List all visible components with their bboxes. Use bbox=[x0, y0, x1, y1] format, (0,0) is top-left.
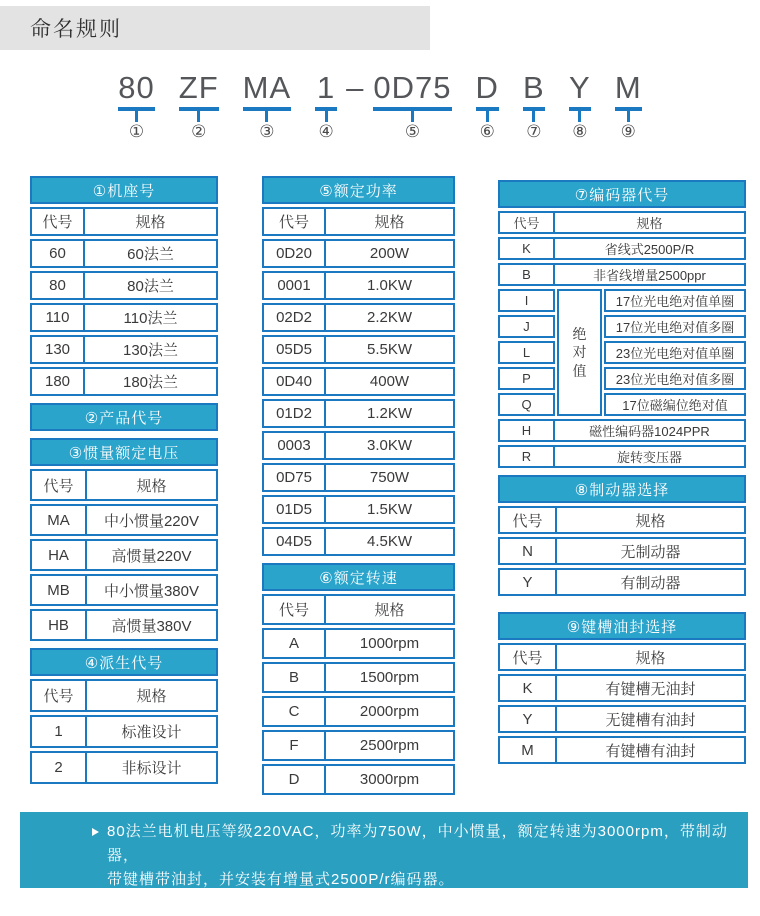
model-segment-text: – bbox=[346, 70, 365, 105]
cell-spec: 80法兰 bbox=[127, 278, 174, 295]
model-segment-text: 80 bbox=[118, 70, 155, 105]
cell-spec: 5.5KW bbox=[366, 341, 412, 358]
segment-tick-line bbox=[578, 111, 581, 122]
header-cell-spec: 规格 bbox=[635, 512, 666, 530]
cell-code: H bbox=[500, 421, 555, 440]
table-row bbox=[262, 303, 455, 332]
group-label-char: 绝 bbox=[572, 326, 587, 343]
cell-code: L bbox=[498, 341, 555, 364]
model-segment bbox=[567, 72, 593, 140]
header-cell-code: 代号 bbox=[32, 471, 87, 499]
cell-code: F bbox=[264, 732, 326, 759]
cell-spec: 无键槽有油封 bbox=[605, 711, 696, 729]
segment-number-badge: ⑦ bbox=[526, 121, 542, 141]
table-⑦编码器代号 bbox=[498, 180, 746, 468]
cell-code: J bbox=[498, 315, 555, 338]
header-cell-spec: 规格 bbox=[374, 602, 405, 619]
table-row bbox=[498, 237, 746, 260]
arrowhead-bullet-icon bbox=[92, 900, 99, 908]
table-row bbox=[498, 263, 746, 286]
notes-box bbox=[20, 812, 748, 912]
segment-number-badge: ⑨ bbox=[620, 121, 636, 141]
segment-tick-line bbox=[532, 111, 535, 122]
table-header-row bbox=[30, 469, 218, 501]
table-row bbox=[30, 504, 218, 536]
segment-tick-line bbox=[135, 111, 138, 122]
table-row bbox=[262, 431, 455, 460]
note-text bbox=[107, 820, 728, 892]
table-header-row bbox=[262, 207, 455, 236]
header-cell-spec: 规格 bbox=[636, 216, 663, 231]
group-label-char: 对 bbox=[572, 344, 587, 361]
cell-spec: 有制动器 bbox=[620, 574, 681, 592]
table-row bbox=[262, 628, 455, 659]
cell-spec: 23位光电绝对值单圈 bbox=[604, 341, 746, 364]
cell-spec: 高惯量380V bbox=[111, 617, 192, 635]
table-⑧制动器选择 bbox=[498, 475, 746, 596]
segment-tick-line bbox=[325, 111, 328, 122]
cell-code: 01D2 bbox=[264, 401, 326, 426]
table-row bbox=[30, 609, 218, 641]
cell-code: MA bbox=[32, 506, 87, 534]
table-title: ①机座号 bbox=[30, 176, 218, 204]
table-row bbox=[262, 399, 455, 428]
cell-spec: 1000rpm bbox=[359, 635, 420, 652]
model-segment-text: Y bbox=[569, 70, 591, 105]
table-row bbox=[30, 574, 218, 606]
cell-code: I bbox=[498, 289, 555, 312]
cell-code: 1 bbox=[32, 717, 87, 746]
cell-code: B bbox=[500, 265, 555, 284]
table-row bbox=[262, 730, 455, 761]
cell-code: MB bbox=[32, 576, 87, 604]
table-row bbox=[30, 751, 218, 784]
cell-code: 0D20 bbox=[264, 241, 326, 266]
page-title: 命名规则 bbox=[30, 18, 122, 41]
cell-spec: 2500rpm bbox=[359, 737, 420, 754]
cell-code: B bbox=[264, 664, 326, 691]
cell-spec: 130法兰 bbox=[122, 342, 179, 359]
table-row bbox=[262, 367, 455, 396]
cell-spec: 110法兰 bbox=[123, 310, 178, 327]
table-row bbox=[262, 495, 455, 524]
header-cell-code: 代号 bbox=[264, 596, 326, 623]
cell-code: R bbox=[500, 447, 555, 466]
model-segment-text: ZF bbox=[178, 70, 219, 105]
cell-spec: 200W bbox=[369, 245, 410, 262]
segment-tick-line bbox=[411, 111, 414, 122]
table-row bbox=[262, 271, 455, 300]
cell-spec: 1500rpm bbox=[359, 669, 420, 686]
model-code-diagram bbox=[0, 72, 760, 140]
segment-tick-line bbox=[197, 111, 200, 122]
table-header-row bbox=[498, 211, 746, 234]
header-cell-code: 代号 bbox=[500, 645, 557, 669]
note-line: 80法兰电机电压等级220VAC，功率为750W，中小惯量，额定转速为3000rpm，带制动器， bbox=[107, 823, 728, 864]
group-spec-column bbox=[604, 289, 746, 416]
table-row bbox=[262, 239, 455, 268]
arrowhead-bullet-icon bbox=[92, 828, 99, 836]
model-segment bbox=[521, 72, 547, 140]
table-header-row bbox=[30, 679, 218, 712]
cell-code: Q bbox=[498, 393, 555, 416]
cell-spec: 180法兰 bbox=[122, 374, 179, 391]
segment-number-badge: ④ bbox=[318, 121, 334, 141]
table-title: ⑦编码器代号 bbox=[498, 180, 746, 208]
section-title-bar bbox=[0, 6, 430, 50]
cell-code: 110 bbox=[32, 305, 85, 330]
cell-code: 180 bbox=[32, 369, 85, 394]
cell-spec: 有键槽无油封 bbox=[605, 680, 696, 698]
note-item bbox=[92, 892, 728, 916]
cell-code: 60 bbox=[32, 241, 85, 266]
header-cell-code: 代号 bbox=[264, 209, 326, 234]
cell-code: 04D5 bbox=[264, 529, 326, 554]
table-row bbox=[498, 445, 746, 468]
table-row bbox=[262, 335, 455, 364]
model-segment bbox=[177, 72, 221, 140]
cell-spec: 非标设计 bbox=[121, 760, 182, 777]
table-row bbox=[498, 705, 746, 733]
cell-code: 0D75 bbox=[264, 465, 326, 490]
model-segment bbox=[241, 72, 294, 140]
cell-spec: 3.0KW bbox=[366, 437, 412, 454]
table-row bbox=[262, 696, 455, 727]
table-row bbox=[498, 736, 746, 764]
tables-column-left bbox=[30, 176, 218, 795]
cell-spec: 17位光电绝对值单圈 bbox=[604, 289, 746, 312]
cell-code: 130 bbox=[32, 337, 85, 362]
cell-code: A bbox=[264, 630, 326, 657]
table-header-row bbox=[30, 207, 218, 236]
header-cell-spec: 规格 bbox=[136, 688, 167, 705]
header-cell-code: 代号 bbox=[32, 681, 87, 710]
table-title: ⑨键槽油封选择 bbox=[498, 612, 746, 640]
segment-tick-line bbox=[486, 111, 489, 122]
header-cell-spec: 规格 bbox=[136, 477, 167, 495]
table-⑥额定转速 bbox=[262, 563, 455, 795]
segment-number-badge: ① bbox=[128, 121, 145, 141]
cell-code: 0D40 bbox=[264, 369, 326, 394]
table-⑤额定功率 bbox=[262, 176, 455, 556]
table-title: ⑤额定功率 bbox=[262, 176, 455, 204]
model-segment bbox=[613, 72, 644, 140]
table-④派生代号 bbox=[30, 648, 218, 784]
header-cell-spec: 规格 bbox=[374, 214, 405, 231]
table-row bbox=[498, 674, 746, 702]
model-segment-text: M bbox=[614, 70, 642, 105]
table-row bbox=[262, 463, 455, 492]
segment-tick-line bbox=[627, 111, 630, 122]
model-segment-text: D bbox=[475, 70, 499, 105]
cell-spec: 60法兰 bbox=[127, 246, 174, 263]
cell-spec: 高惯量220V bbox=[111, 547, 192, 565]
cell-spec: 400W bbox=[369, 373, 410, 390]
cell-spec: 2.2KW bbox=[366, 309, 412, 326]
cell-code: 0003 bbox=[264, 433, 326, 458]
table-row bbox=[30, 539, 218, 571]
header-cell-code: 代号 bbox=[500, 213, 555, 232]
segment-tick-line bbox=[265, 111, 268, 122]
group-code-column bbox=[498, 289, 555, 416]
cell-code: HA bbox=[32, 541, 87, 569]
cell-code: 2 bbox=[32, 753, 87, 782]
cell-spec: 3000rpm bbox=[359, 771, 420, 788]
table-row bbox=[30, 715, 218, 748]
table-title: ⑥额定转速 bbox=[262, 563, 455, 591]
table-title: ⑧制动器选择 bbox=[498, 475, 746, 503]
cell-code: HB bbox=[32, 611, 87, 639]
header-cell-spec: 规格 bbox=[635, 649, 666, 667]
tables-column-middle bbox=[262, 176, 455, 795]
table-row bbox=[498, 419, 746, 442]
table-row bbox=[30, 271, 218, 300]
model-segment bbox=[116, 72, 156, 140]
table-③惯量额定电压 bbox=[30, 438, 218, 641]
header-cell-spec: 规格 bbox=[135, 214, 166, 231]
cell-spec: 23位光电绝对值多圈 bbox=[604, 367, 746, 390]
cell-code: 80 bbox=[32, 273, 85, 298]
group-label-char: 值 bbox=[572, 362, 587, 379]
table-row bbox=[262, 662, 455, 693]
tables-column-right bbox=[498, 180, 746, 795]
group-merged-label bbox=[557, 289, 602, 416]
note-line: 电机型号为：80ZFMA1-0D75DBYM bbox=[107, 895, 370, 912]
table-②产品代号 bbox=[30, 403, 218, 431]
cell-code: 0001 bbox=[264, 273, 326, 298]
segment-number-badge: ⑥ bbox=[479, 121, 495, 141]
segment-number-badge: ③ bbox=[259, 121, 275, 141]
cell-code: Y bbox=[500, 570, 557, 594]
cell-code: C bbox=[264, 698, 326, 725]
cell-spec: 旋转变压器 bbox=[616, 450, 682, 465]
table-row bbox=[30, 335, 218, 364]
cell-spec: 1.2KW bbox=[366, 405, 412, 422]
model-segment-text: MA bbox=[242, 70, 292, 105]
table-title: ③惯量额定电压 bbox=[30, 438, 218, 466]
segment-number-badge: ⑤ bbox=[404, 121, 421, 141]
cell-code: M bbox=[500, 738, 557, 762]
table-title: ②产品代号 bbox=[30, 403, 218, 431]
cell-code: Y bbox=[500, 707, 557, 731]
note-item bbox=[92, 820, 728, 892]
cell-spec: 有键槽有油封 bbox=[605, 742, 696, 760]
table-⑨键槽油封选择 bbox=[498, 612, 746, 764]
header-cell-code: 代号 bbox=[500, 508, 557, 532]
cell-spec: 省线式2500P/R bbox=[604, 242, 695, 257]
segment-number-badge: ② bbox=[191, 121, 207, 141]
header-cell-code: 代号 bbox=[32, 209, 85, 234]
note-line: 带键槽带油封，并安装有增量式2500P/r编码器。 bbox=[107, 871, 455, 888]
cell-spec: 中小惯量380V bbox=[103, 582, 200, 600]
cell-spec: 中小惯量220V bbox=[103, 512, 200, 530]
cell-spec: 17位光电绝对值多圈 bbox=[604, 315, 746, 338]
model-segment-text: B bbox=[523, 70, 545, 105]
cell-spec: 1.0KW bbox=[366, 277, 412, 294]
model-segment-text: 0D75 bbox=[373, 70, 452, 105]
tables-area bbox=[30, 176, 746, 795]
table-title: ④派生代号 bbox=[30, 648, 218, 676]
table-header-row bbox=[498, 643, 746, 671]
cell-spec: 1.5KW bbox=[366, 501, 412, 518]
table-row bbox=[498, 537, 746, 565]
model-dash bbox=[346, 72, 364, 105]
cell-spec: 非省线增量2500ppr bbox=[593, 268, 706, 283]
cell-spec: 磁性编码器1024PPR bbox=[589, 424, 710, 439]
cell-spec: 2000rpm bbox=[359, 703, 420, 720]
cell-code: D bbox=[264, 766, 326, 793]
cell-spec: 750W bbox=[369, 469, 410, 486]
table-header-row bbox=[498, 506, 746, 534]
table-row bbox=[30, 303, 218, 332]
model-segment bbox=[474, 72, 501, 140]
segment-number-badge: ⑧ bbox=[572, 121, 588, 141]
cell-code: N bbox=[500, 539, 557, 563]
cell-code: 02D2 bbox=[264, 305, 326, 330]
model-segment bbox=[313, 72, 339, 140]
note-text bbox=[107, 892, 728, 916]
cell-code: K bbox=[500, 239, 555, 258]
cell-code: K bbox=[500, 676, 557, 700]
cell-code: P bbox=[498, 367, 555, 390]
cell-spec: 标准设计 bbox=[121, 724, 182, 741]
cell-code: 01D5 bbox=[264, 497, 326, 522]
table-header-row bbox=[262, 594, 455, 625]
model-segment-text: 1 bbox=[317, 70, 336, 105]
cell-code: 05D5 bbox=[264, 337, 326, 362]
merged-row-group bbox=[498, 289, 746, 416]
table-row bbox=[30, 239, 218, 268]
cell-spec: 17位磁编位绝对值 bbox=[604, 393, 746, 416]
table-row bbox=[498, 568, 746, 596]
table-row bbox=[262, 527, 455, 556]
table-row bbox=[262, 764, 455, 795]
cell-spec: 4.5KW bbox=[366, 533, 412, 550]
model-segment bbox=[371, 72, 453, 140]
cell-spec: 无制动器 bbox=[620, 543, 681, 561]
table-row bbox=[30, 367, 218, 396]
table-①机座号 bbox=[30, 176, 218, 396]
